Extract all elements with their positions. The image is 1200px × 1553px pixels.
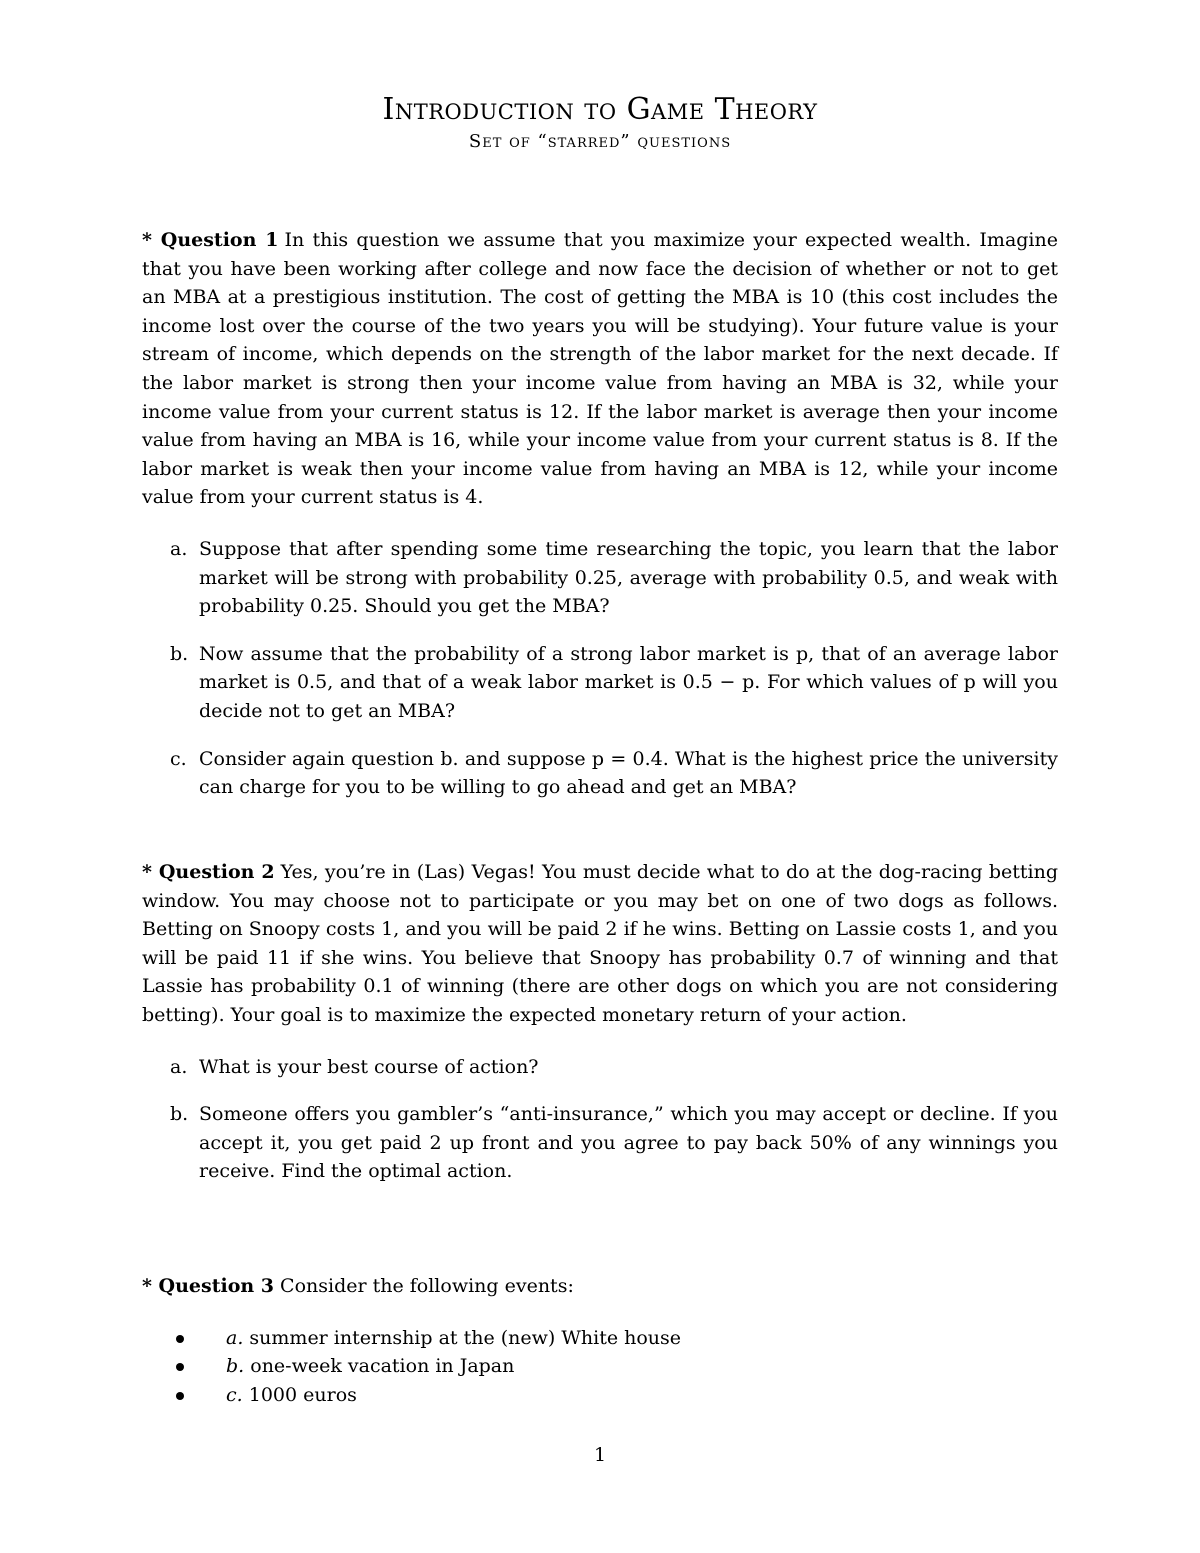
- question-1: [142, 226, 1058, 802]
- part-letter: b.: [170, 642, 189, 665]
- question-3-label: * Question 3: [142, 1275, 275, 1297]
- document-title: Introduction to Game Theory: [382, 92, 818, 127]
- question-2-part-b: [142, 1100, 1058, 1186]
- event-text: summer internship at the (new) White house: [249, 1326, 682, 1349]
- question-2-part-a: [142, 1053, 1058, 1082]
- question-2-text: Yes, you’re in (Las) Vegas! You must decide what to do at the dog-racing betting window. You may choose not to participate or you may bet on one of two dogs as follows. Betting on Snoopy costs 1, and you will be paid 2 if he wins. Betting on Lassie costs 1, and you will be paid 11 if she wins. You believe that Snoopy has probability 0.7 of winning and that Lassie has probability 0.1 of winning (there are other dogs on which you are not considering betting). Your goal is to maximize the expected monetary return of your action.: [142, 861, 1058, 1026]
- part-text: Now assume that the probability of a strong labor market is p, that of an average labor market is 0.5, and that of a weak labor market is 0.5 − p. For which values of p will you decide not to get an MBA?: [199, 642, 1058, 722]
- bullet-icon: [176, 1392, 184, 1400]
- question-2: [142, 858, 1058, 1186]
- question-1-part-b: [142, 640, 1058, 726]
- question-3: [142, 1272, 1058, 1409]
- question-1-text: In this question we assume that you maximize your expected wealth. Imagine that you have been working after college and now face the decision of whether or not to get an MBA at a prestigious institution. The cost of getting the MBA is 10 (this cost includes the income lost over the course of the two years you will be studying). Your future value is your stream of income, which depends on the strength of the labor market for the next decade. If the labor market is strong then your income value from having an MBA is 32, while your income value from your current status is 12. If the labor market is average then your income value from having an MBA is 16, while your income value from your current status is 8. If the labor market is weak then your income value from having an MBA is 12, while your income value from your current status is 4.: [142, 229, 1058, 509]
- part-text: Suppose that after spending some time researching the topic, you learn that the labor market will be strong with probability 0.25, average with probability 0.5, and weak with probability 0.25. Should you get the MBA?: [199, 537, 1058, 618]
- event-item-a: [142, 1324, 1058, 1353]
- part-text: What is your best course of action?: [199, 1055, 539, 1078]
- part-text: Consider again question b. and suppose p = 0.4. What is the highest price the university can charge for you to be willing to go ahead and get an MBA?: [199, 747, 1058, 799]
- question-2-label: * Question 2: [142, 861, 275, 883]
- event-letter: a.: [226, 1326, 244, 1349]
- question-3-body: [142, 1272, 1058, 1301]
- event-text: 1000 euros: [248, 1383, 357, 1406]
- event-letter: c.: [226, 1383, 243, 1406]
- question-3-text: Consider the following events:: [280, 1275, 574, 1297]
- question-2-body: [142, 858, 1058, 1030]
- question-3-events-list: [142, 1324, 1058, 1410]
- page-number: 1: [593, 1444, 607, 1466]
- bullet-icon: [176, 1335, 184, 1343]
- event-letter: b.: [226, 1355, 245, 1378]
- part-letter: b.: [170, 1103, 189, 1126]
- event-text: one-week vacation in Japan: [250, 1355, 515, 1378]
- part-letter: a.: [170, 1055, 188, 1078]
- bullet-icon: [176, 1363, 184, 1371]
- event-item-c: [142, 1381, 1058, 1410]
- document-subtitle: Set of “starred” questions: [468, 131, 732, 152]
- question-1-part-a: [142, 535, 1058, 621]
- question-1-body: [142, 226, 1058, 512]
- question-1-parts: [142, 535, 1058, 802]
- part-letter: a.: [170, 537, 188, 560]
- question-1-label: * Question 1: [142, 229, 279, 251]
- question-2-parts: [142, 1053, 1058, 1186]
- part-text: Someone offers you gambler’s “anti-insurance,” which you may accept or decline. If you accept it, you get paid 2 up front and you agree to pay back 50% of any winnings you receive. Find the optimal action.: [199, 1103, 1058, 1183]
- event-item-b: [142, 1352, 1058, 1381]
- part-letter: c.: [170, 747, 187, 770]
- question-1-part-c: [142, 745, 1058, 802]
- document-page: [142, 0, 1058, 1553]
